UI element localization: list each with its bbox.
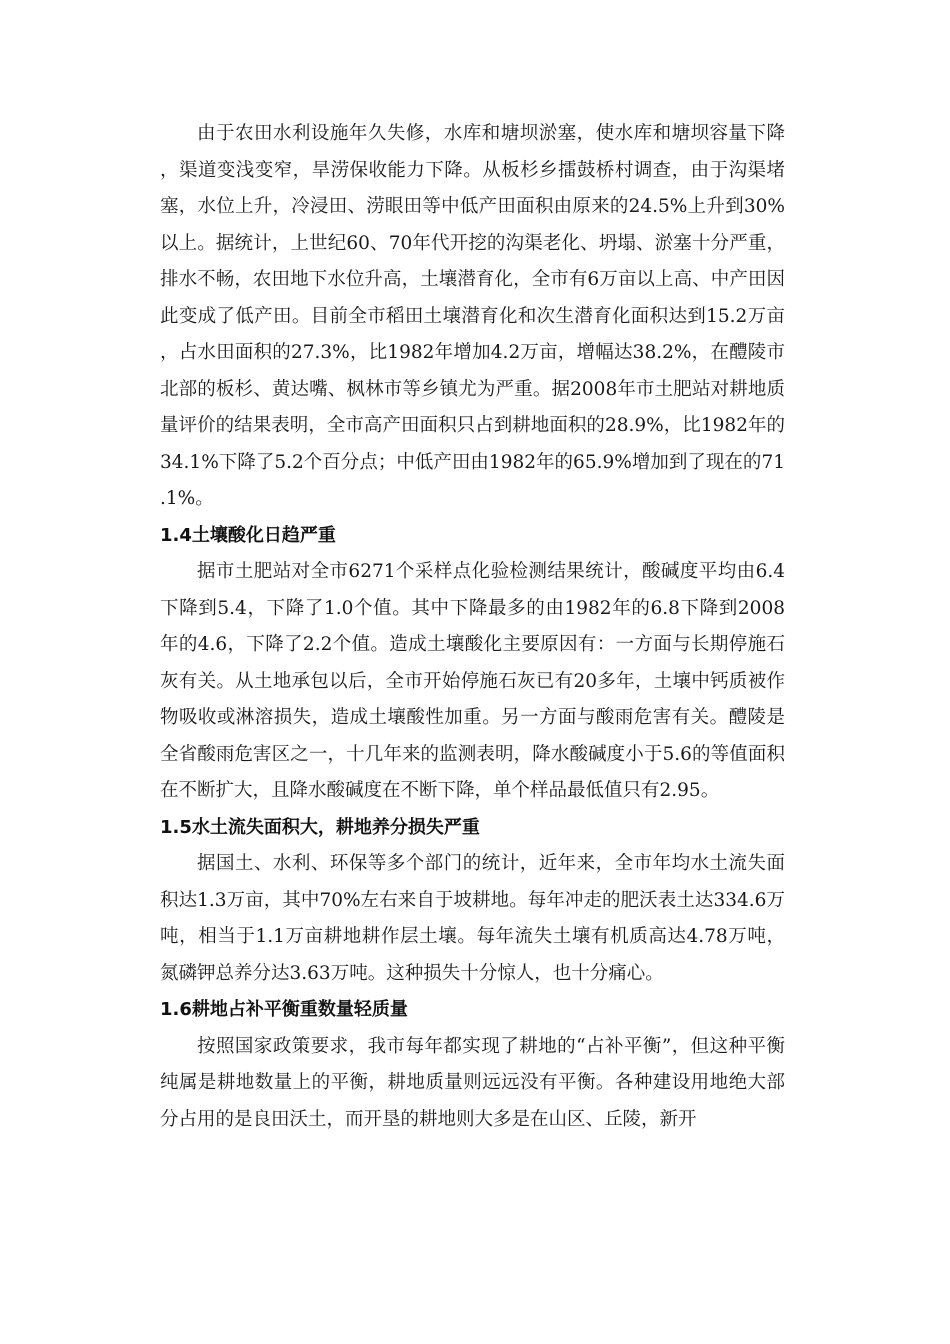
section-heading-1-6: 1.6耕地占补平衡重数量轻质量: [160, 999, 408, 1020]
paragraph-farmland-water-conservancy: 由于农田水利设施年久失修，水库和塘坝淤塞，使水库和塘坝容量下降，渠道变浅变窄，旱涝保收能力下降。从板杉乡擂鼓桥村调查，由于沟渠堵塞，水位上升，冷浸田、涝眼田等中低产田面积由原来的24.5%上升到30%以上。据统计，上世纪60、70年代开挖的沟渠老化、坍塌、淤塞十分严重，排水不畅，农田地下水位升高，土壤潜育化，全市有6万亩以上高、中产田因此变成了低产田。目前全市稻田土壤潜育化和次生潜育化面积达到15.2万亩，占水田面积的27.3%，比1982年增加4.2万亩，增幅达38.2%，在醴陵市北部的板杉、黄达嘴、枫林市等乡镇尤为严重。据2008年市土肥站对耕地质量评价的结果表明，全市高产田面积只占到耕地面积的28.9%，比1982年的34.1%下降了5.2个百分点；中低产田由1982年的65.9%增加到了现在的71.1%。: [160, 123, 785, 509]
section-heading-1-4: 1.4土壤酸化日趋严重: [160, 524, 336, 546]
document-body: [160, 116, 785, 1138]
paragraph-soil-acidification: 据市土肥站对全市6271个采样点化验检测结果统计，酸碱度平均由6.4下降到5.4，下降了1.0个值。其中下降最多的由1982年的6.8下降到2008年的4.6，下降了2.2个值。造成土壤酸化主要原因有：一方面与长期停施石灰有关。从土地承包以后，全市开始停施石灰已有20多年，土壤中钙质被作物吸收或淋溶损失，造成土壤酸性加重。另一方面与酸雨危害有关。醴陵是全省酸雨危害区之一，十几年来的监测表明，降水酸碱度小于5.6的等值面积在不断扩大，且降水酸碱度在不断下降，单个样品最低值只有2.95。: [160, 561, 785, 801]
paragraph-soil-erosion: 据国土、水利、环保等多个部门的统计，近年来，全市年均水土流失面积达1.3万亩，其中70%左右来自于坡耕地。每年冲走的肥沃表土达334.6万吨，相当于1.1万亩耕地耕作层土壤。每年流失土壤有机质高达4.78万吨，氮磷钾总养分达3.63万吨。这种损失十分惊人，也十分痛心。: [160, 853, 785, 984]
section-heading-1-5: 1.5水土流失面积大，耕地养分损失严重: [160, 816, 480, 838]
paragraph-land-balance: 按照国家政策要求，我市每年都实现了耕地的“占补平衡”，但这种平衡纯属是耕地数量上的平衡，耕地质量则远远没有平衡。各种建设用地绝大部分占用的是良田沃土，而开垦的耕地则大多是在山区、丘陵，新开: [160, 1035, 785, 1130]
